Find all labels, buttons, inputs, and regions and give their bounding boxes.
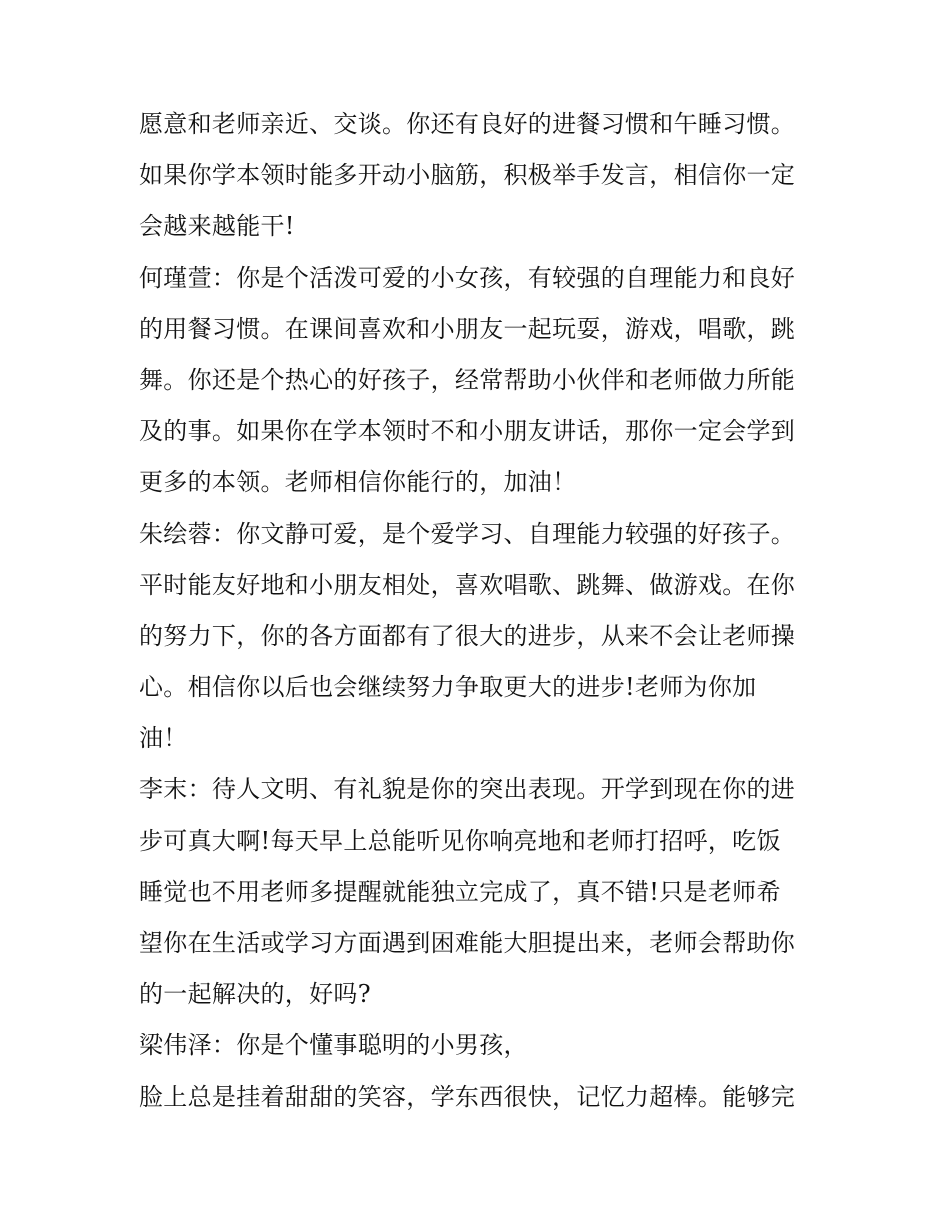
body-text [139,99,829,1123]
text-line: 睡觉也不用老师多提醒就能独立完成了，真不错!只是老师希 [139,877,781,906]
text-line: 朱绘蓉：你文静可爱，是个爱学习、自理能力较强的好孩子。 [139,519,796,548]
text-line: 望你在生活或学习方面遇到困难能大胆提出来，老师会帮助你 [139,929,796,957]
text-line: 的努力下，你的各方面都有了很大的进步，从来不会让老师操 [139,621,796,650]
text-line: 脸上总是挂着甜甜的笑容，学东西很快，记忆力超棒。能够完 [139,1082,796,1111]
text-line: 梁伟泽：你是个懂事聪明的小男孩， [139,1031,528,1060]
text-line: 何瑾萱：你是个活泼可爱的小女孩，有较强的自理能力和良好 [139,263,796,292]
text-line: 油！ [139,724,188,753]
text-line: 更多的本领。老师相信你能行的，加油！ [139,468,577,497]
text-line: 的一起解决的，好吗? [139,980,371,1009]
text-line: 心。相信你以后也会继续努力争取更大的进步!老师为你加 [139,673,757,702]
text-line: 李末：待人文明、有礼貌是你的突出表现。开学到现在你的进 [139,775,796,804]
text-line: 舞。你还是个热心的好孩子，经常帮助小伙伴和老师做力所能 [139,365,796,394]
text-line: 的用餐习惯。在课间喜欢和小朋友一起玩耍，游戏，唱歌，跳 [139,314,796,343]
text-line: 平时能友好地和小朋友相处，喜欢唱歌、跳舞、做游戏。在你 [139,570,796,599]
text-line: 会越来越能干! [139,212,295,241]
text-line: 及的事。如果你在学本领时不和小朋友讲话，那你一定会学到 [139,417,796,446]
text-line: 步可真大啊!每天早上总能听见你响亮地和老师打招呼，吃饭 [139,826,781,855]
text-line: 如果你学本领时能多开动小脑筋，积极举手发言，相信你一定 [139,161,796,190]
text-line: 愿意和老师亲近、交谈。你还有良好的进餐习惯和午睡习惯。 [139,110,796,138]
